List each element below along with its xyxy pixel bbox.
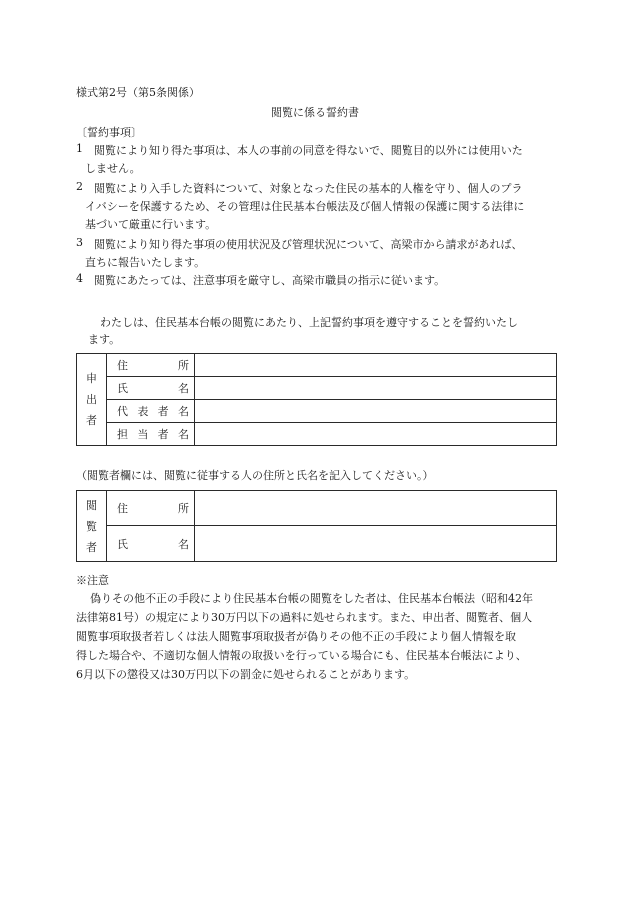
viewer-table [76, 490, 557, 562]
applicant-name-field[interactable] [195, 377, 557, 400]
person-in-charge-field[interactable] [195, 423, 557, 446]
applicant-side-label: 申 出 者 [77, 354, 107, 446]
notice-line: 6月以下の懲役又は30万円以下の罰金に処せられることがあります。 [76, 668, 416, 681]
item-text-line: 閲覧により知り得た事項は、本人の事前の同意を得ないで、閲覧目的以外には使用いた [94, 144, 523, 157]
viewer-side-label: 閲 覧 者 [77, 491, 107, 562]
form-number: 様式第2号（第5条関係） [76, 86, 200, 99]
viewer-instruction: （閲覧者欄には、閲覧に従事する人の住所と氏名を記入してください。） [76, 469, 434, 482]
item-number: 1 [76, 142, 83, 155]
item-text-line: 直ちに報告いたします。 [85, 256, 206, 269]
document-title: 閲覧に係る誓約書 [271, 106, 359, 119]
pledge-statement-line: ます。 [88, 333, 121, 346]
representative-name-field[interactable] [195, 400, 557, 423]
item-text-line: 閲覧により入手した資料について、対象となった住民の基本的人権を守り、個人のプラ [94, 182, 523, 195]
item-text-line: イバシーを保護するため、その管理は住民基本台帳法及び個人情報の保護に関する法律に [85, 200, 525, 213]
address-label: 住 所 [107, 354, 195, 377]
viewer-name-field[interactable] [195, 526, 557, 562]
notice-heading: ※注意 [76, 574, 109, 587]
name-label: 氏 名 [107, 377, 195, 400]
representative-label: 代 表 者 名 [107, 400, 195, 423]
pledge-statement-line: わたしは、住民基本台帳の閲覧にあたり、上記誓約事項を遵守することを誓約いたし [100, 316, 518, 329]
item-number: 3 [76, 236, 83, 249]
applicant-table [76, 353, 557, 446]
notice-line: 偽りその他不正の手段により住民基本台帳の閲覧をした者は、住民基本台帳法（昭和42年 [90, 592, 533, 605]
notice-line: 法律第81号）の規定により30万円以下の過料に処せられます。また、申出者、閲覧者、個人 [76, 611, 533, 624]
item-number: 4 [76, 272, 83, 285]
item-text-line: 閲覧にあたっては、注意事項を厳守し、高梁市職員の指示に従います。 [94, 274, 446, 287]
applicant-address-field[interactable] [195, 354, 557, 377]
notice-line: 得した場合や、不適切な個人情報の取扱いを行っている場合にも、住民基本台帳法により、 [76, 649, 527, 662]
person-in-charge-label: 担 当 者 名 [107, 423, 195, 446]
item-text-line: しません。 [85, 162, 141, 175]
item-number: 2 [76, 180, 83, 193]
section-heading: 〔誓約事項〕 [76, 126, 142, 139]
viewer-name-label: 氏 名 [107, 526, 195, 562]
viewer-address-label: 住 所 [107, 491, 195, 526]
viewer-address-field[interactable] [195, 491, 557, 526]
notice-line: 閲覧事項取扱者若しくは法人閲覧事項取扱者が偽りその他不正の手段により個人情報を取 [76, 630, 516, 643]
item-text-line: 閲覧により知り得た事項の使用状況及び管理状況について、高梁市から請求があれば、 [94, 238, 523, 251]
item-text-line: 基づいて厳重に行います。 [85, 218, 217, 231]
